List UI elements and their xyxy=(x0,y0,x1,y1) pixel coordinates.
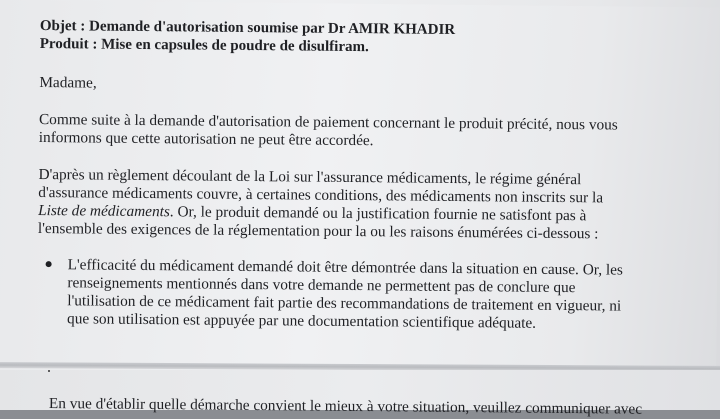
reasons-list xyxy=(37,256,678,334)
bullet-line: l'utilisation de ce médicament fait partie des recommandations de traitement en vigueur, ni xyxy=(67,292,622,315)
list-title: Liste de médicaments xyxy=(38,201,170,221)
bullet-line: renseignements mentionnés dans votre demande ne permettent pas de conclure que xyxy=(67,274,576,297)
paragraph-1-line: Comme suite à la demande d'autorisation de paiement concernant le produit précité, nous vous xyxy=(38,110,618,134)
paragraph-1-line: informons que cette autorisation ne peut être accordée. xyxy=(38,128,374,150)
bullet-icon xyxy=(46,261,52,267)
paragraph-2-line: D'après un règlement découlant de la Loi sur l'assurance médicaments, le régime général xyxy=(38,165,582,189)
product-line: Produit : Mise en capsules de poudre de disulfiram. xyxy=(39,35,369,56)
paragraph-1 xyxy=(39,111,679,153)
bullet-line: que son utilisation est appuyée par une documentation scientifique adéquate. xyxy=(67,310,537,332)
paragraph-2-line: l'ensemble des exigences de la réglementation pour la ou les raisons énumérées ci-dessous : xyxy=(37,219,599,243)
cutoff-text-line: En vue d'établir quelle démarche convient le mieux à votre situation, veuillez communiquer avec xyxy=(48,395,643,418)
bullet-line: L'efficacité du médicament demandé doit être démontrée dans la situation en cause. Or, les xyxy=(67,256,623,279)
paragraph-2 xyxy=(38,166,679,244)
paragraph-2-line-rest: . Or, le produit demandé ou la justification fournie ne satisfont pas à xyxy=(169,203,587,225)
letter-body xyxy=(37,17,680,334)
paragraph-2-line: d'assurance médicaments couvre, à certaines conditions, des médicaments non inscrits sur la xyxy=(38,183,604,207)
salutation: Madame, xyxy=(39,73,97,92)
subject-line: Objet : Demande d'autorisation soumise par Dr AMIR KHADIR xyxy=(39,17,456,38)
list-item xyxy=(37,256,678,334)
stray-mark xyxy=(48,370,50,372)
